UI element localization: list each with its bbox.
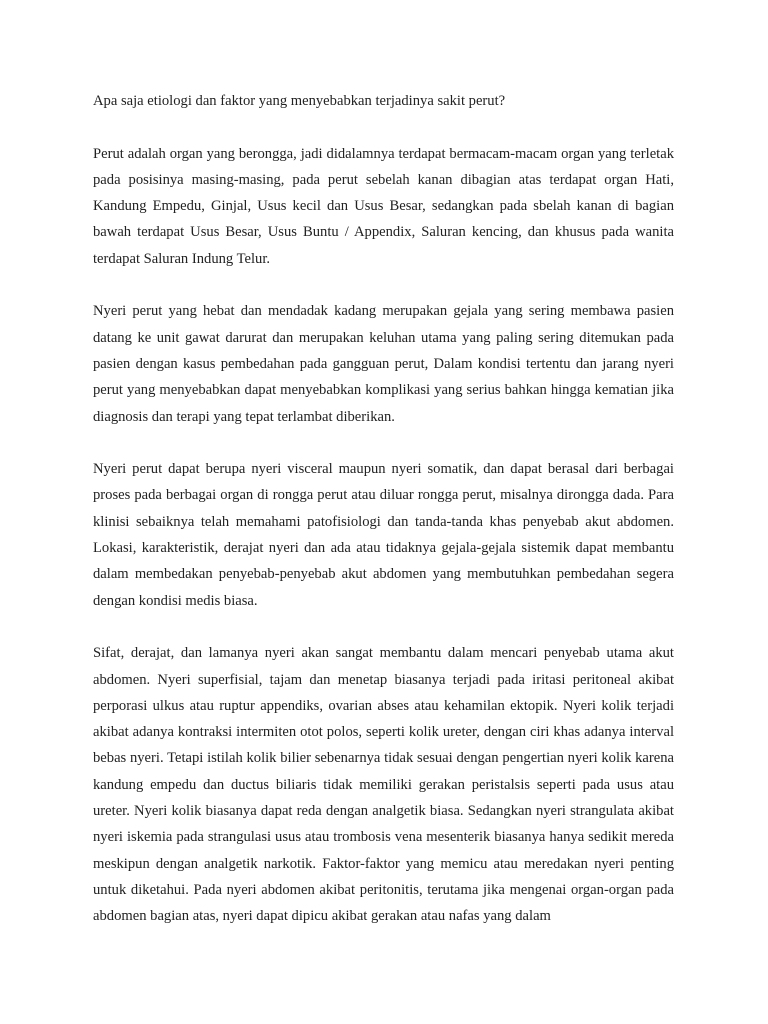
paragraph-4: Sifat, derajat, dan lamanya nyeri akan sangat membantu dalam mencari penyebab utama akut abdomen. Nyeri superfisial, tajam dan menetap biasanya terjadi pada iritasi peritoneal akibat perporasi ulkus atau ruptur appendiks, ovarian abses atau kehamilan ektopik. Nyeri kolik terjadi akibat adanya kontraksi intermiten otot polos, seperti kolik ureter, dengan ciri khas adanya interval bebas nyeri. Tetapi istilah kolik bilier sebenarnya tidak sesuai dengan pengertian nyeri kolik karena kandung empedu dan ductus biliaris tidak memiliki gerakan peristalsis seperti pada usus atau ureter. Nyeri kolik biasanya dapat reda dengan analgetik biasa. Sedangkan nyeri strangulata akibat nyeri iskemia pada strangulasi usus atau trombosis vena mesenterik biasanya hanya sedikit mereda meskipun dengan analgetik narkotik. Faktor-faktor yang memicu atau meredakan nyeri penting untuk diketahui. Pada nyeri abdomen akibat peritonitis, terutama jika mengenai organ-organ pada abdomen bagian atas, nyeri dapat dipicu akibat gerakan atau nafas yang dalam xyxy=(93,645,674,925)
paragraph-1: Perut adalah organ yang berongga, jadi didalamnya terdapat bermacam-macam organ yang terletak pada posisinya masing-masing, pada perut sebelah kanan dibagian atas terdapat organ Hati, Kandung Empedu, Ginjal, Usus kecil dan Usus Besar, sedangkan pada sbelah kanan di bagian bawah terdapat Usus Besar, Usus Buntu / Appendix, Saluran kencing, dan khusus pada wanita terdapat Saluran Indung Telur. xyxy=(93,145,674,267)
paragraph-3: Nyeri perut dapat berupa nyeri visceral maupun nyeri somatik, dan dapat berasal dari berbagai proses pada berbagai organ di rongga perut atau diluar rongga perut, misalnya dirongga dada. Para klinisi sebaiknya telah memahami patofisiologi dan tanda-tanda khas penyebab akut abdomen. Lokasi, karakteristik, derajat nyeri dan ada atau tidaknya gejala-gejala sistemik dapat membantu dalam membedakan penyebab-penyebab akut abdomen yang membutuhkan pembedahan segera dengan kondisi medis biasa. xyxy=(93,461,674,609)
question-heading: Apa saja etiologi dan faktor yang menyebabkan terjadinya sakit perut? xyxy=(93,93,506,109)
document-body xyxy=(93,88,674,930)
paragraph-2: Nyeri perut yang hebat dan mendadak kadang merupakan gejala yang sering membawa pasien datang ke unit gawat darurat dan merupakan keluhan utama yang paling sering ditemukan pada pasien dengan kasus pembedahan pada gangguan perut, Dalam kondisi tertentu dan jarang nyeri perut yang menyebabkan dapat menyebabkan komplikasi yang serius bahkan hingga kematian jika diagnosis dan terapi yang tepat terlambat diberikan. xyxy=(93,303,674,425)
